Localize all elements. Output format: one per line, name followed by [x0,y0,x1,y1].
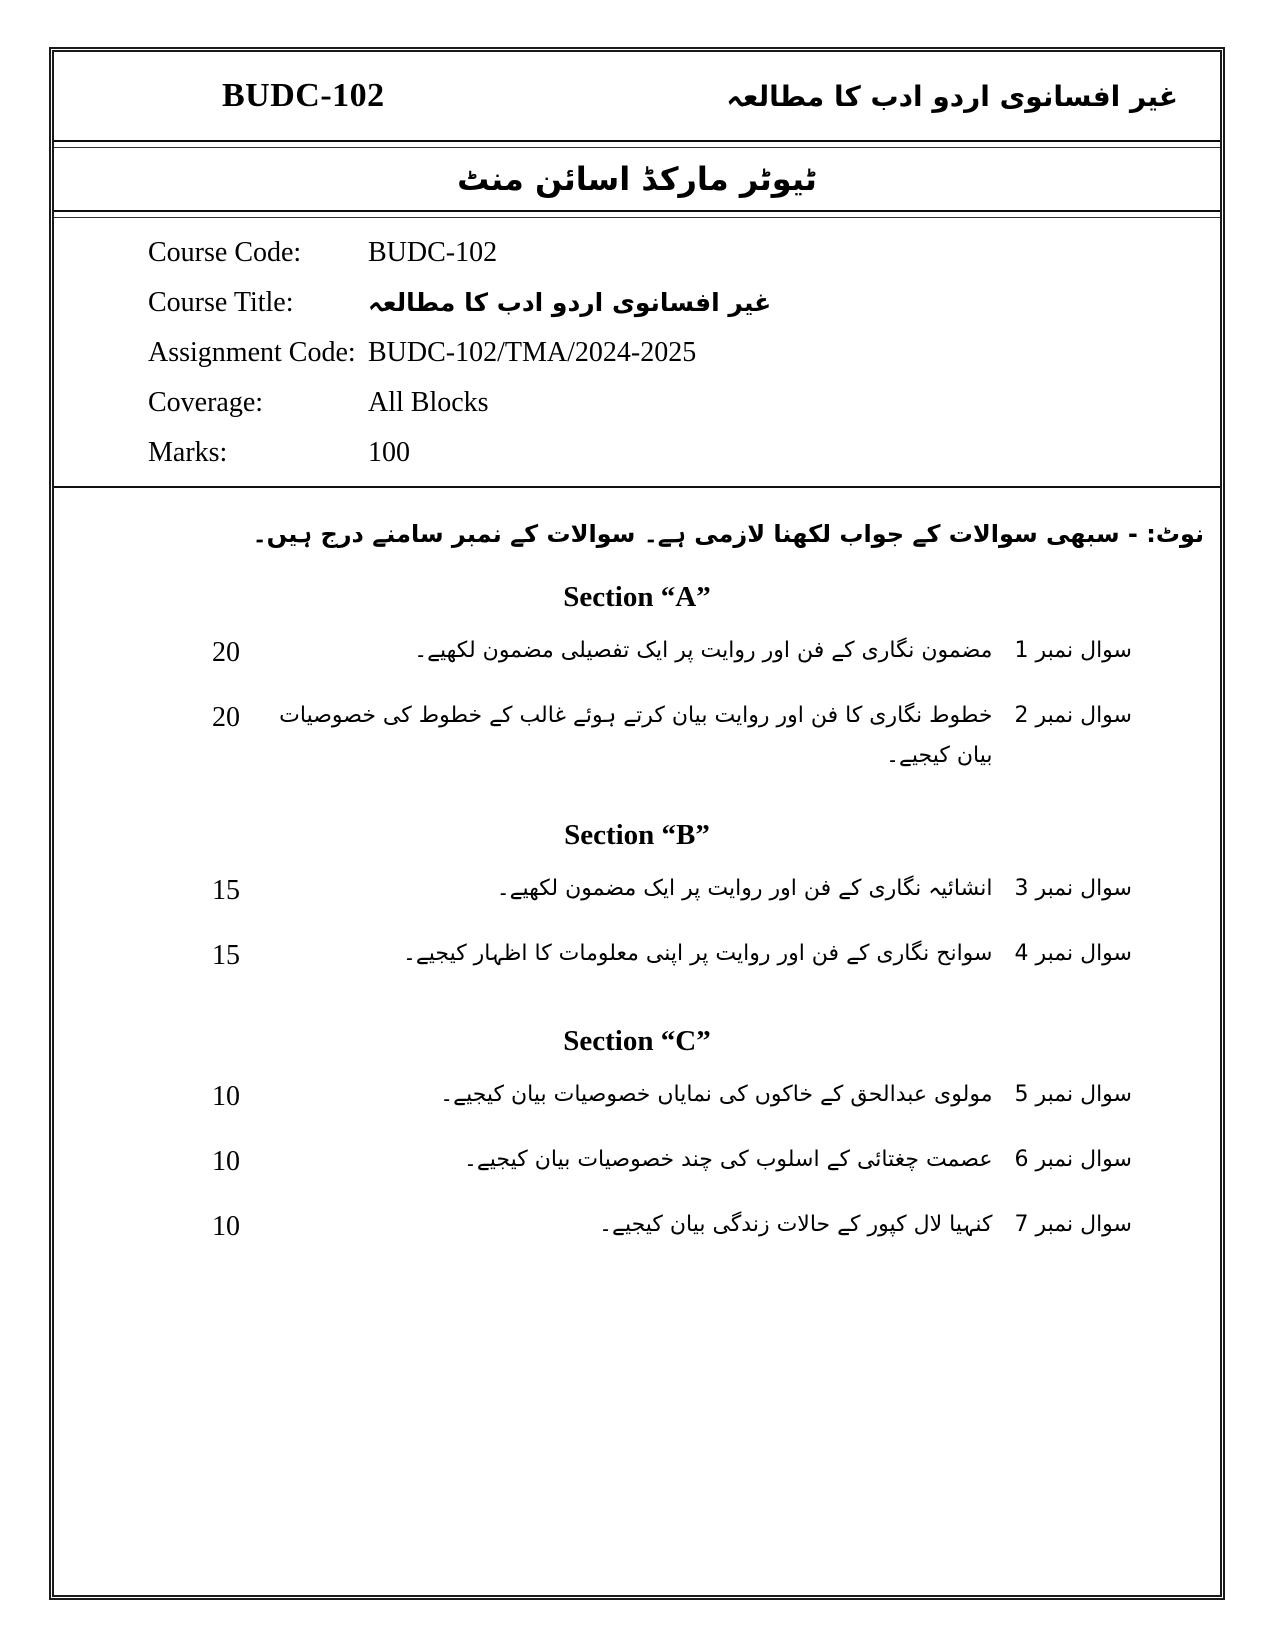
course-details [54,218,1220,470]
assignment-type-title: ٹیوٹر مارکڈ اسائن منٹ [457,160,817,198]
divider-line [54,486,1220,488]
section-a-heading: Section “A” [563,581,711,613]
page-header [54,52,1220,140]
assignment-type-band [54,148,1220,210]
question-row [54,934,1220,982]
question-marks: 20 [212,637,240,668]
question-marks: 15 [212,875,240,906]
question-marks: 10 [212,1146,240,1177]
detail-row [148,336,1220,370]
question-marks: 10 [212,1081,240,1112]
detail-row [148,286,1220,320]
question-row [54,631,1220,679]
question-text: سوانح نگاری کے فن اور روایت پر اپنی معلومات کا اظہار کیجیے۔ [402,941,993,966]
question-row [54,1140,1220,1188]
question-label: سوال نمبر 1 [1014,638,1132,663]
detail-value: BUDC-102/TMA/2024-2025 [368,337,697,368]
section-b-heading: Section “B” [564,819,710,851]
course-code-header: BUDC-102 [222,77,385,114]
detail-value: 100 [368,437,410,468]
detail-row [148,236,1220,270]
detail-label: Assignment Code: [148,337,356,368]
question-text: مولوی عبدالحق کے خاکوں کی نمایاں خصوصیات بیان کیجیے۔ [440,1082,993,1107]
detail-row [148,386,1220,420]
question-text: کنہیا لال کپور کے حالات زندگی بیان کیجیے۔ [599,1212,993,1237]
question-row [54,1205,1220,1253]
question-marks: 20 [212,702,240,733]
question-text: خطوط نگاری کا فن اور روایت بیان کرتے ہوئے غالب کے خطوط کی خصوصیات بیان کیجیے۔ [279,703,993,768]
question-label: سوال نمبر 3 [1014,876,1132,901]
question-text: مضمون نگاری کے فن اور روایت پر ایک تفصیلی مضمون لکھیے۔ [414,638,993,663]
note-text: نوٹ: - سبھی سوالات کے جواب لکھنا لازمی ہے۔ سوالات کے نمبر سامنے درج ہیں۔ [252,520,1204,548]
section-c-heading: Section “C” [563,1025,711,1057]
question-label: سوال نمبر 5 [1014,1082,1132,1107]
detail-row [148,436,1220,470]
course-title-urdu-header: غیر افسانوی اردو ادب کا مطالعہ [726,79,1178,113]
question-label: سوال نمبر 6 [1014,1147,1132,1172]
detail-label: Course Code: [148,237,302,268]
detail-value: All Blocks [368,387,489,418]
assignment-page [49,47,1225,1600]
question-row [54,869,1220,917]
question-label: سوال نمبر 7 [1014,1212,1132,1237]
detail-value: BUDC-102 [368,237,498,268]
question-text: عصمت چغتائی کے اسلوب کی چند خصوصیات بیان کیجیے۔ [464,1147,993,1172]
detail-value: غیر افسانوی اردو ادب کا مطالعہ [368,288,772,317]
detail-label: Marks: [148,437,228,468]
divider-line [54,210,1220,218]
question-label: سوال نمبر 4 [1014,941,1132,966]
question-marks: 10 [212,1211,240,1242]
question-text: انشائیہ نگاری کے فن اور روایت پر ایک مضمون لکھیے۔ [496,876,993,901]
detail-label: Course Title: [148,287,294,318]
question-marks: 15 [212,940,240,971]
divider-line [54,140,1220,148]
question-label: سوال نمبر 2 [1014,703,1132,728]
question-row [54,696,1220,776]
question-row [54,1075,1220,1123]
detail-label: Coverage: [148,387,264,418]
